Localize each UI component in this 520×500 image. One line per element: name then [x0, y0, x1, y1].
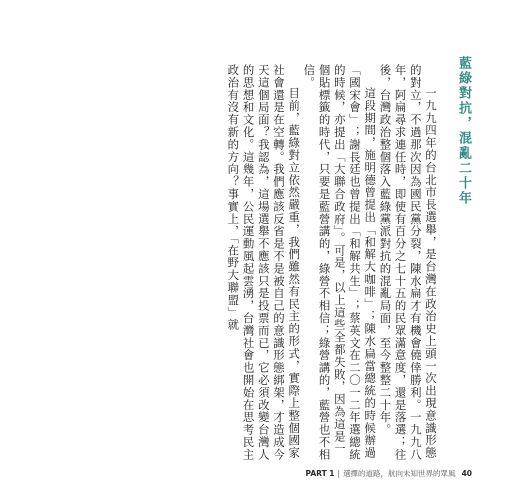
chapter-title: 選擇的道路，航向未知世界的眾風: [343, 469, 456, 478]
paragraph: 這段期間，施明德曾提出「和解大咖啡」；陳水扁當總統的時候辦過「國宋會」；謝長廷也曾提出「和解共生」；蔡英文在二〇一二年選總統的時候，亦提出「大聯合政府」。可是，以上這些全都失敗，因為這是一個貼標籤的時代，只要是藍營講的，綠營不相信；綠營講的，藍營也不相信。: [302, 64, 378, 461]
page-footer: [0, 468, 472, 479]
section-heading: 藍綠對抗，混亂二十年: [456, 56, 471, 206]
page-number: 40: [461, 469, 472, 478]
paragraph: 一九九四年的台北市長選舉，是台灣在政治史上頭一次出現意識形態的對立，不過那次因為國民黨分裂，陳水扁才有機會僥倖勝利。一九九八年，阿扁尋求連任時，即使有百分之七十五的民眾滿意度，還是落選；往後，台灣政治整個落入藍綠黨派對抗的混亂局面，至今整整二十年。: [378, 64, 438, 461]
part-label: PART 1: [305, 469, 335, 478]
paragraph: 目前，藍綠對立依然嚴重，我們雖然有民主的形式，實際上整個國家社會還是在空轉。我們應該反省是不是被自己的意識形態綁架，才造成今天這個局面？我認為，這場選舉不應該只是投票而已，它必須改變台灣人的思想和文化。這幾年，公民運動風起雲湧，台灣社會也開始在思考民主政治有沒有新的方向？事實上，「在野大聯盟」就: [226, 64, 302, 461]
body-text: [70, 64, 438, 462]
footer-separator: |: [337, 469, 341, 478]
